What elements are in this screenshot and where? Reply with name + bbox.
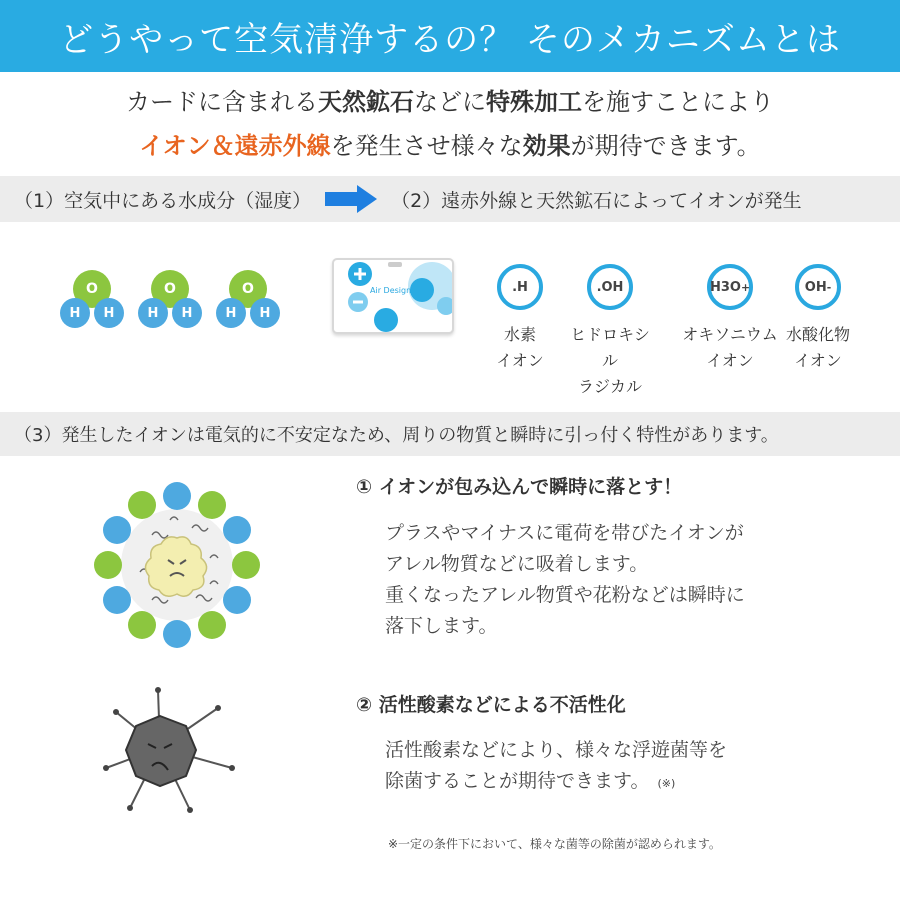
ion-label bbox=[773, 322, 863, 374]
ion-label-line: イオン bbox=[496, 351, 544, 370]
water-molecules bbox=[60, 270, 280, 330]
intro-text-segment: を施すことにより bbox=[582, 88, 774, 116]
ion-hydroxide bbox=[773, 264, 863, 374]
ion-card-image bbox=[332, 258, 454, 334]
allergen-surrounded-icon bbox=[92, 480, 262, 650]
step-1-label: （1）空気中にある水成分（湿度） bbox=[14, 189, 312, 212]
intro-bold-segment: 効果 bbox=[522, 132, 571, 160]
water-molecule bbox=[138, 270, 202, 330]
ion-label-line: ヒドロキシル bbox=[570, 325, 650, 370]
title-bar bbox=[0, 0, 900, 72]
section-2-line: 活性酸素などにより、様々な浮遊菌等を bbox=[385, 739, 728, 761]
intro-text-segment: カードに含まれる bbox=[126, 88, 318, 116]
virus-illustration bbox=[100, 686, 240, 816]
ion-symbol-text: OH bbox=[804, 279, 827, 295]
section-1-line: アレル物質などに吸着します。 bbox=[385, 553, 649, 575]
intro-bold-segment: 天然鉱石 bbox=[318, 88, 414, 116]
water-molecule bbox=[60, 270, 124, 330]
ion-oxonium bbox=[680, 264, 780, 374]
ion-label-line: 水酸化物 bbox=[785, 325, 850, 344]
footnote: ※一定の条件下において、様々な菌等の除菌が認められます。 bbox=[388, 837, 721, 851]
section-1-body bbox=[385, 518, 865, 642]
right-arrow-icon bbox=[325, 185, 377, 213]
hydrogen-atom: H bbox=[94, 298, 124, 328]
ion-label-line: オキソニウム bbox=[682, 325, 778, 344]
section-1-line: プラスやマイナスに電荷を帯びたイオンが bbox=[385, 522, 744, 544]
ion-symbol-text: H3O bbox=[709, 279, 741, 295]
intro-line-1 bbox=[0, 80, 900, 124]
oxygen-atom: O bbox=[73, 270, 111, 308]
section-1-title: ① イオンが包み込んで瞬時に落とす！ bbox=[356, 476, 683, 498]
step-2-label: （2）遠赤外線と天然鉱石によってイオンが発生 bbox=[391, 189, 802, 212]
virus-icon bbox=[100, 686, 240, 816]
ion-symbol-circle bbox=[707, 264, 753, 310]
hydrogen-atom: H bbox=[216, 298, 246, 328]
oxygen-atom: O bbox=[151, 270, 189, 308]
intro-bold-segment: 特殊加工 bbox=[486, 88, 582, 116]
ion-label-line: 水素 bbox=[503, 325, 536, 344]
ion-hydroxyl-radical bbox=[565, 264, 655, 400]
intro-text-segment: などに bbox=[414, 88, 486, 116]
section-2-line-text: 除菌することが期待できます。 bbox=[385, 770, 650, 792]
ion-charge: + bbox=[740, 280, 751, 294]
hydrogen-atom: H bbox=[172, 298, 202, 328]
intro-text-segment: を発生させ様々な bbox=[330, 132, 523, 160]
intro-text-segment: が期待できます。 bbox=[570, 132, 761, 160]
step-3-label: （3）発生したイオンは電気的に不安定なため、周りの物質と瞬時に引っ付く特性があります。 bbox=[14, 425, 779, 446]
ion-cluster-illustration bbox=[92, 480, 262, 650]
footnote-mark: (※) bbox=[657, 777, 676, 790]
ion-symbol-circle: .H bbox=[497, 264, 543, 310]
page-title: どうやって空気清浄するの？ そのメカニズムとは bbox=[59, 19, 841, 60]
ion-label bbox=[680, 322, 780, 374]
ion-label-line: ラジカル bbox=[577, 377, 642, 396]
intro-text bbox=[0, 80, 900, 168]
water-molecule bbox=[216, 270, 280, 330]
intro-accent-segment: イオン＆遠赤外線 bbox=[139, 132, 331, 160]
oxygen-atom: O bbox=[229, 270, 267, 308]
ion-hydrogen bbox=[475, 264, 565, 374]
ion-symbol-circle: .OH bbox=[587, 264, 633, 310]
ion-label-line: イオン bbox=[706, 351, 754, 370]
section-2-title: ② 活性酸素などによる不活性化 bbox=[356, 694, 626, 716]
ion-label bbox=[565, 322, 655, 400]
section-2-body bbox=[385, 735, 865, 799]
ion-charge: - bbox=[826, 280, 832, 294]
ion-label bbox=[475, 322, 565, 374]
step-3-band bbox=[0, 412, 900, 456]
section-1-line: 重くなったアレル物質や花粉などは瞬時に bbox=[385, 584, 745, 606]
step-band bbox=[0, 176, 900, 222]
section-1-line: 落下します。 bbox=[385, 615, 498, 637]
section-2-line bbox=[385, 766, 865, 799]
card-brand-text: Air Design bbox=[370, 286, 412, 295]
hydrogen-atom: H bbox=[138, 298, 168, 328]
intro-line-2 bbox=[0, 124, 900, 168]
hydrogen-atom: H bbox=[250, 298, 280, 328]
card-graphic bbox=[334, 260, 454, 334]
hydrogen-atom: H bbox=[60, 298, 90, 328]
ion-label-line: イオン bbox=[794, 351, 842, 370]
ion-symbol-circle bbox=[795, 264, 841, 310]
